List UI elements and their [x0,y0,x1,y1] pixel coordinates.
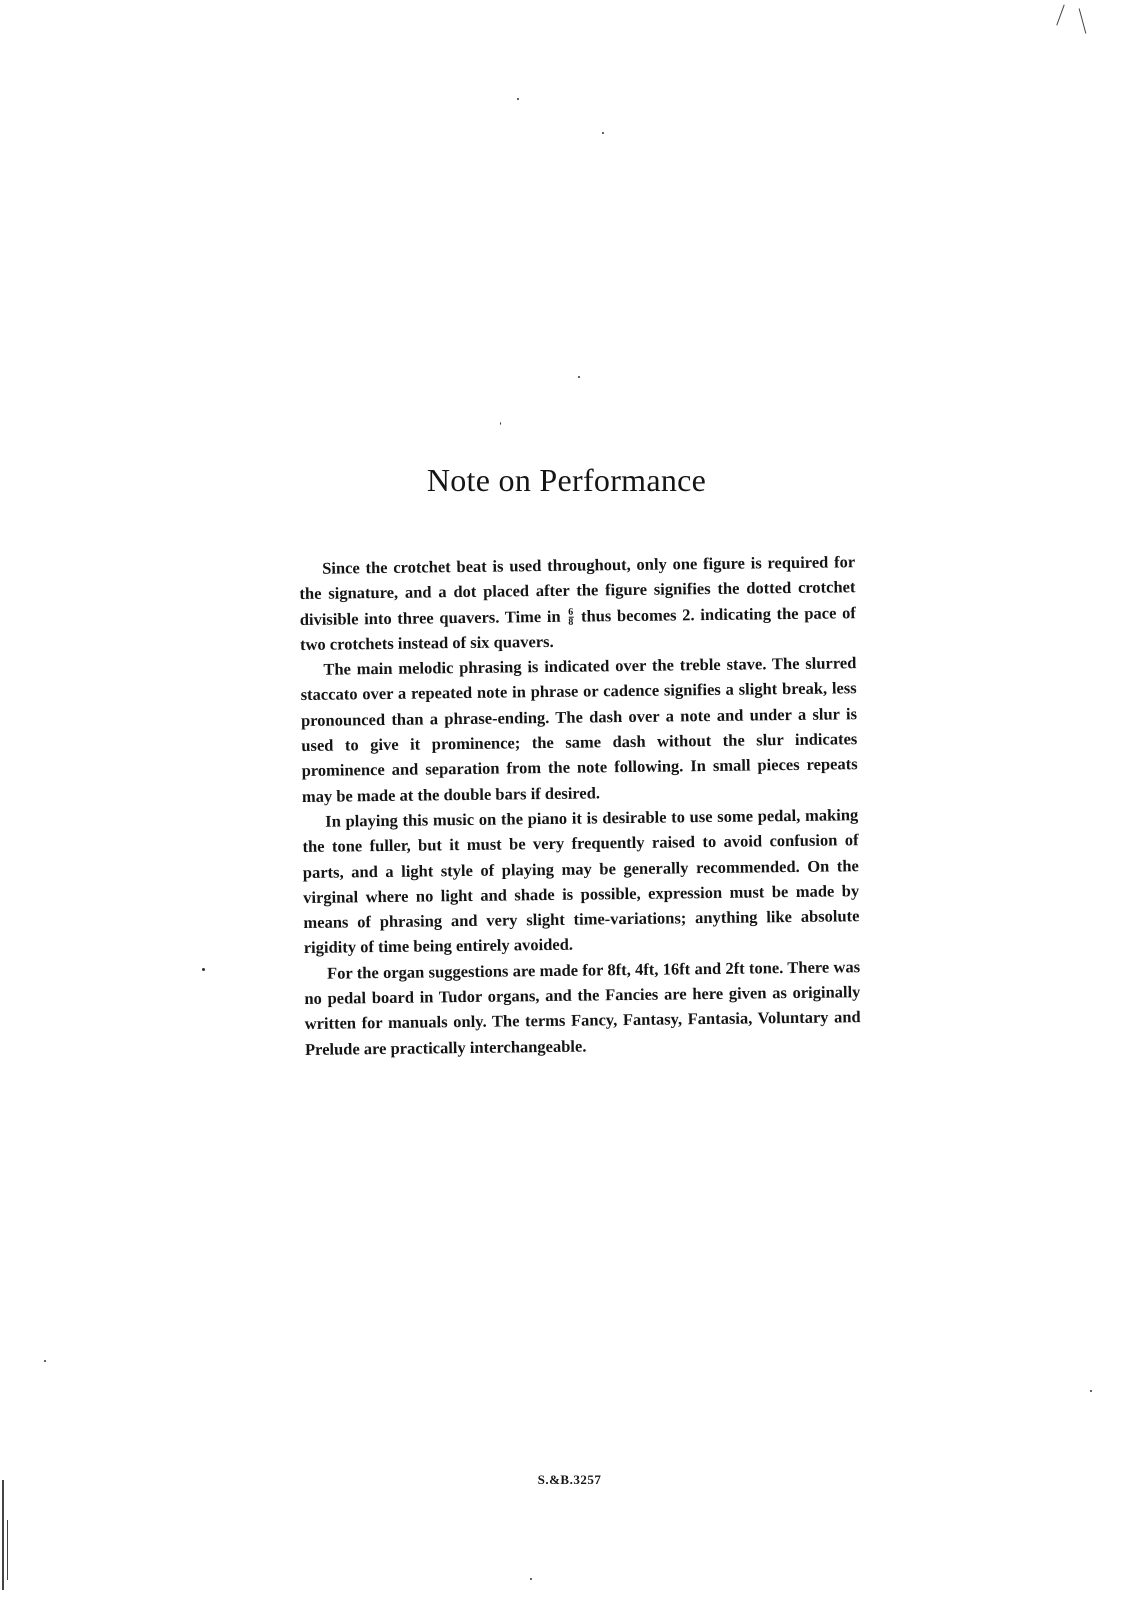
performance-notes-body [299,549,861,1062]
scan-edge-mark [2,1480,4,1590]
paragraph-time-signature [299,549,856,657]
scan-speck [1090,1390,1092,1392]
paragraph-organ: For the organ suggestions are made for 8ft, 4ft, 16ft and 2ft tone. There was no pedal board in Tudor organs, and the Fancies are here given as originally written for manuals only. The terms Fancy, Fantasy, Fantasia, Voluntary and Prelude are practically interchangeable. [304,956,861,1059]
scan-speck [530,1578,532,1580]
scan-speck [202,968,205,971]
scan-speck [517,98,519,100]
scan-speck [578,376,580,378]
fraction-numerator: 6 [568,606,574,619]
scan-edge-mark [1079,8,1087,33]
scan-speck [602,132,604,134]
six-eight-fraction [568,608,573,627]
paragraph-phrasing: The main melodic phrasing is indicated over the treble stave. The slurred staccato over a repeated note in phrase or cadence signifies a slight break, less pronounced than a phrase-ending. The dash over a note and under a slur is used to give it prominence; the same dash without the slur indicates prominence and separation from the note following. In small pieces repeats may be made at the double bars if desired. [300,653,858,806]
paragraph-text: thus becomes 2. indicating the pace of two crotchets instead of six quavers. [299,602,856,654]
scan-speck [44,1360,46,1362]
fraction-denominator: 8 [568,616,574,629]
paragraph-piano: In playing this music on the piano it is desirable to use some pedal, making the tone fuller, but it must be very frequently raised to avoid confusion of parts, and a light style of playing may be generally recommended. On the virginal where no light and shade is possible, expression must be made by means of phrasing and very slight time-variations; anything like absolute rigidity of time being entirely avoided. [302,805,860,958]
publisher-plate-number: S.&B.3257 [537,1472,602,1487]
scan-edge-mark [7,1520,8,1580]
page-title: Note on Performance [426,462,707,498]
scan-speck [500,422,501,425]
scan-edge-mark [1056,4,1064,25]
paragraph-text: Since the crotchet beat is used throughout, only one figure is required for the signature, and a dot placed after the figure signifies the dotted crotchet divisible into three quavers. Time in [299,552,856,629]
